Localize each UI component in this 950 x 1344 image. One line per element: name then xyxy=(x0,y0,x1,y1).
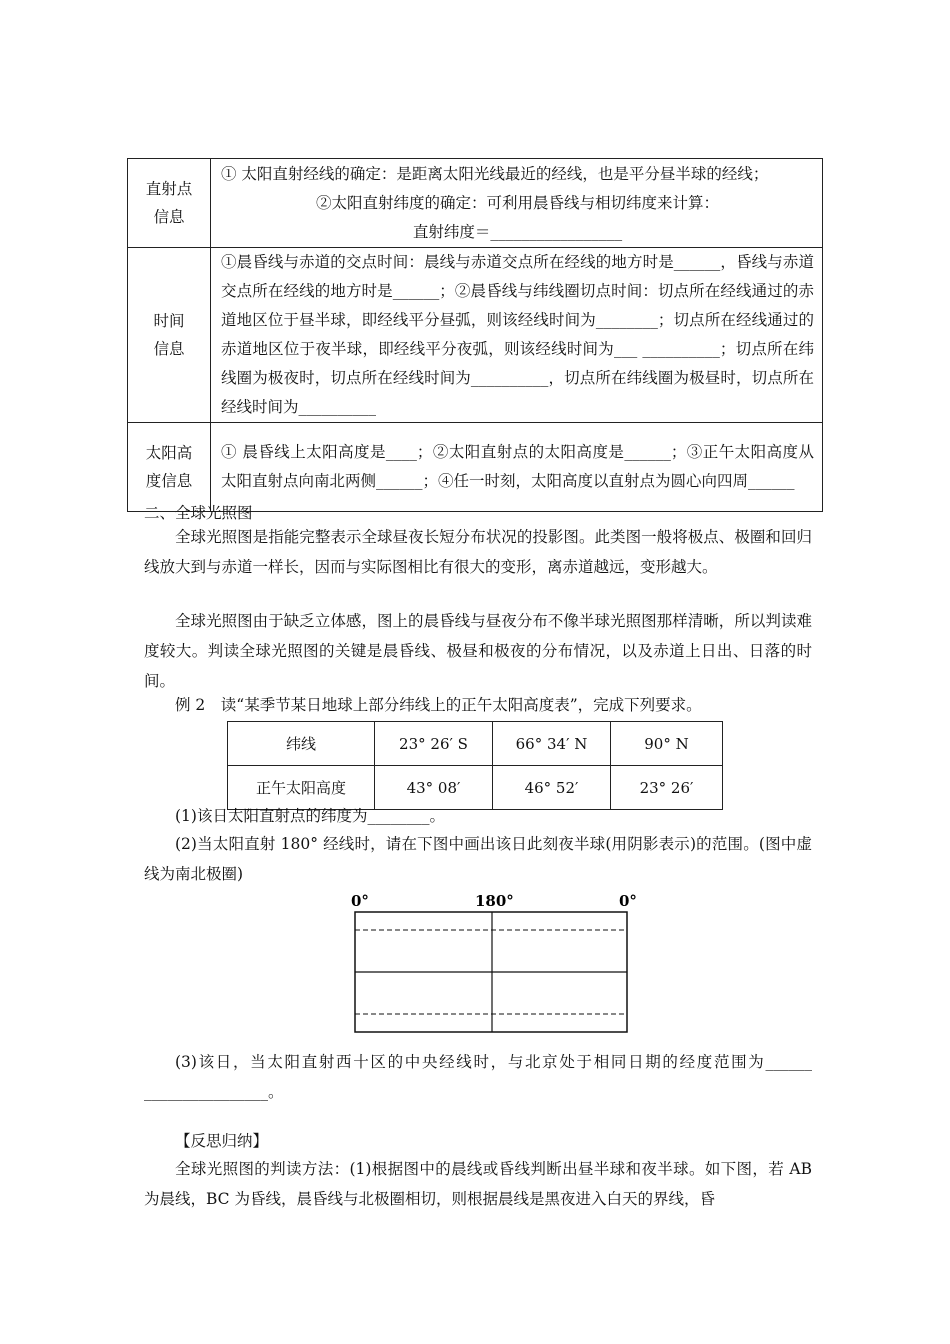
paragraph: 全球光照图由于缺乏立体感，图上的晨昏线与昼夜分布不像半球光照图那样清晰，所以判读难度较大。判读全球光照图的关键是晨昏线、极昼和极夜的分布情况，以及赤道上日出、日落的时间。 xyxy=(144,612,812,690)
row-content: ①晨昏线与赤道的交点时间：晨线与赤道交点所在经线的地方时是______，昏线与赤道交点所在经线的地方时是______；②晨昏线与纬线圈切点时间：切点所在经线通过的赤道地区位于昼半球，即经线平分昼弧，则该经线时间为________；切点所在经线通过的赤道地区位于夜半球，即经线平分夜弧，则该经线时间为___ __________；切点所在纬线圈为极夜时，切点所在经线时间为__________，切点所在纬线圈为极昼时，切点所在经线时间为__________ xyxy=(211,248,823,423)
question-2: (2)当太阳直射 180° 经线时，请在下图中画出该日此刻夜半球(用阴影表示)的范围。(图中虚线为南北极圈) xyxy=(144,835,812,883)
noon-sun-height-table xyxy=(227,721,723,810)
world-illumination-map xyxy=(349,890,639,1035)
label-0-right: 0° xyxy=(619,892,637,910)
row-header: 直射点 信息 xyxy=(128,159,211,248)
question-1: (1)该日太阳直射点的纬度为________。 xyxy=(175,807,445,825)
label-180: 180° xyxy=(475,892,514,910)
section-title: 二、全球光照图 xyxy=(144,504,253,522)
question-3: (3)该日，当太阳直射西十区的中央经线时，与北京处于相同日期的经度范围为______ ________________。 xyxy=(144,1053,812,1101)
table-cell: 43° 08′ xyxy=(375,766,493,810)
table-cell: 90° N xyxy=(611,722,723,766)
reflect-paragraph: 全球光照图的判读方法：(1)根据图中的晨线或昏线判断出昼半球和夜半球。如下图，若 AB 为晨线，BC 为昏线，晨昏线与北极圈相切，则根据晨线是黑夜进入白天的界线，昏 xyxy=(144,1160,812,1208)
table-cell: 23° 26′ xyxy=(611,766,723,810)
table-row xyxy=(128,248,823,423)
table-cell: 正午太阳高度 xyxy=(228,766,375,810)
label-0-left: 0° xyxy=(351,892,369,910)
paragraph: 全球光照图是指能完整表示全球昼夜长短分布状况的投影图。此类图一般将极点、极圈和回归线放大到与赤道一样长，因而与实际图相比有很大的变形，离赤道越远，变形越大。 xyxy=(144,528,812,576)
row-header: 太阳高 度信息 xyxy=(128,423,211,512)
row-header: 时间 信息 xyxy=(128,248,211,423)
table-cell: 纬线 xyxy=(228,722,375,766)
example-intro: 例 2 读“某季节某日地球上部分纬线上的正午太阳高度表”，完成下列要求。 xyxy=(175,696,702,714)
row-content: ① 太阳直射经线的确定：是距离太阳光线最近的经线，也是平分昼半球的经线； ②太阳直射纬度的确定：可利用晨昏线与相切纬度来计算： 直射纬度＝_________________ xyxy=(211,159,823,248)
table-cell: 66° 34′ N xyxy=(493,722,611,766)
table-row xyxy=(228,722,723,766)
table-cell: 46° 52′ xyxy=(493,766,611,810)
map-figure xyxy=(349,890,639,1035)
table-row xyxy=(128,159,823,248)
table-cell: 23° 26′ S xyxy=(375,722,493,766)
reflect-title: 【反思归纳】 xyxy=(175,1132,269,1150)
info-table xyxy=(127,158,823,512)
row-content: ① 晨昏线上太阳高度是____；②太阳直射点的太阳高度是______；③正午太阳高度从太阳直射点向南北两侧______；④任一时刻，太阳高度以直射点为圆心向四周______ xyxy=(211,423,823,512)
